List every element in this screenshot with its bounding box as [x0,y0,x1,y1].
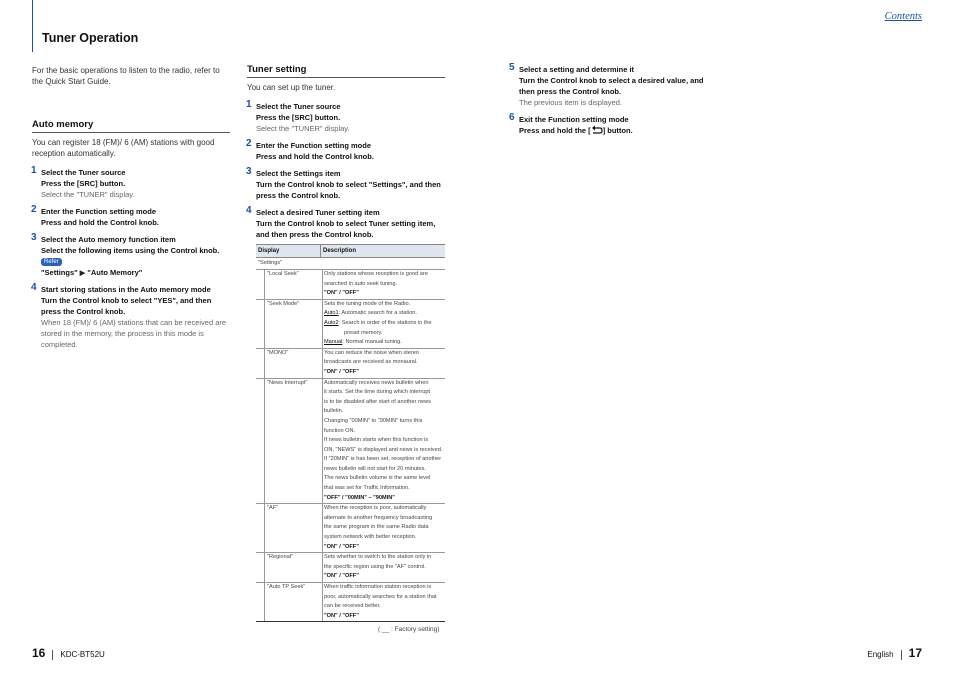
mode-item-text: preset memory. [344,329,383,336]
step-instruction-text: Select the following items using the Control knob. [41,246,220,255]
step-title: Select a setting and determine it [519,65,635,74]
step-instruction-b: ] button. [602,126,633,135]
auto-memory-heading: Auto memory [32,119,230,133]
step-number: 4 [31,282,37,293]
tuner-setting-desc: You can set up the tuner. [247,83,336,92]
footer-divider [901,650,902,660]
option-values: "ON" / "OFF" [324,368,359,375]
mode-item-text: : Search in order of the stations in the [338,319,432,326]
cell-description [322,379,445,504]
description-line: it starts. Set the time during which interrupt [324,389,431,396]
cell-display: "MONO" [264,349,322,378]
cell-description [322,270,445,299]
step-note: The previous item is displayed. [519,98,622,107]
option-values: "ON" / "OFF" [324,612,359,619]
tuner-setting-step-4 [246,205,446,240]
description-line: Sets whether to switch to the station only in [324,554,432,561]
table-bottom-rule [256,621,445,622]
description-line: If news bulletin starts when this function is [324,437,429,444]
step-instruction: Turn the Control knob to select a desired value, and then press the Control knob. [519,76,704,96]
table-row [256,378,445,504]
option-values: "OFF" / "00MIN" – "90MIN" [324,494,395,501]
step-instruction [41,245,231,267]
description-line: system network with better reception. [324,534,417,541]
description-line: The news bulletin volume is the same level [324,475,431,482]
column-header-display: Display [256,245,321,257]
step-title: Enter the Function setting mode [41,207,157,216]
refer-badge[interactable]: Refer [41,258,62,266]
description-line: the specific region using the "AF" control. [324,563,426,570]
step-instruction: Press the [SRC] button. [256,113,341,122]
description-line: Only stations whose reception is good are [324,271,428,277]
step-title: Select a desired Tuner setting item [256,208,380,217]
cell-display: "Local Seek" [264,270,322,299]
description-line: Automatically receives news bulletin when [324,379,429,386]
step-instruction: Press the [SRC] button. [41,179,126,188]
table-row [256,503,445,552]
cell-display: "Auto TP Seek" [264,583,322,621]
page-number-right: 17 [908,646,922,660]
step-title: Exit the Function setting mode [519,115,629,124]
option-values: "ON" / "OFF" [324,543,359,550]
cell-description [322,553,445,582]
description-line: that was set for Traffic Information. [324,485,410,492]
description-line: searched in auto seek tuning. [324,280,398,287]
mode-item-label: Manual [324,339,343,346]
back-icon [591,125,603,137]
mode-item [324,338,445,348]
step-number: 4 [246,205,252,216]
arrow-right-icon: ▶ [79,270,86,277]
tuner-setting-step-2 [246,138,446,162]
cell-display: "AF" [264,504,322,552]
mode-item [324,309,445,319]
page-number-left: 16 [32,646,46,660]
table-group-settings: "Settings" [258,260,283,266]
description-line: When the reception is poor, automatically [324,505,427,512]
step-instruction-a: Press and hold the [ [519,126,591,135]
step-note: When 18 (FM)/ 6 (AM) stations that can be received are stored in the memory, the process in this mode is completed. [41,318,227,349]
footer-left [32,646,105,660]
footer-right [867,646,922,660]
tuner-setting-step-1 [246,99,446,134]
description-line: Changing "00MIN" to "90MIN" turns this [324,417,423,424]
footer-divider [52,650,53,660]
table-row [256,552,445,582]
step-instruction: Press and hold the Control knob. [256,152,374,161]
option-values: "ON" / "OFF" [324,573,359,580]
auto-memory-step-2 [31,204,231,228]
table-row [256,348,445,378]
step-note: Select the "TUNER" display. [256,124,350,133]
description-line: When traffic information station reception is [324,584,432,590]
step-5 [509,62,719,108]
step-title: Select the Settings item [256,169,341,178]
menu-path-settings: "Settings" [41,268,78,277]
auto-memory-step-4 [31,282,231,350]
mode-item-label: Auto2 [324,319,339,326]
description-line: poor, automatically searches for a station that [324,593,437,600]
step-number: 3 [31,232,37,243]
description-line: can be received better. [324,603,381,610]
step-instruction: Turn the Control knob to select Tuner setting item, and then press the Control knob. [256,219,436,239]
step-instruction: Turn the Control knob to select "Settings", and then press the Control knob. [256,180,441,200]
mode-item [324,319,445,329]
cell-description [322,504,445,552]
step-title: Start storing stations in the Auto memory mode [41,285,211,294]
header-rule [32,0,33,52]
table-row [256,582,445,621]
mode-item [324,329,445,339]
description-line: Sets the tuning mode of the Radio. [324,300,411,307]
auto-memory-step-1 [31,165,231,200]
description-line: function ON. [324,427,356,434]
mode-item-text: : Automatic search for a station. [338,310,417,317]
tuner-setting-step-3 [246,166,446,201]
column-header-description: Description [323,248,357,254]
cell-display: "Regional" [264,553,322,582]
description-line: If "20MIN" is has been set, reception of another [324,456,442,463]
step-number: 1 [246,99,252,110]
step-title: Select the Tuner source [256,102,341,111]
contents-link[interactable]: Contents [884,11,922,22]
step-title: Select the Auto memory function item [41,235,176,244]
mode-item-text: : Normal manual tuning. [342,339,402,346]
menu-path [41,267,231,279]
auto-memory-step-3 [31,232,231,279]
table-rows [256,269,445,621]
description-line: is to be disabled after start of another news [324,398,431,405]
cell-description [322,300,445,348]
step-number: 2 [246,138,252,149]
description-line: alternate to another frequency broadcasting [324,514,433,521]
description-line: You can reduce the noise when stereo [324,349,419,356]
intro-text: For the basic operations to listen to the radio, refer to the Quick Start Guide. [32,66,220,86]
step-instruction: Turn the Control knob to select "YES", and then press the Control knob. [41,296,212,316]
menu-path-auto-memory: "Auto Memory" [87,268,143,277]
cell-description [322,583,445,621]
step-title: Enter the Function setting mode [256,141,372,150]
step-title: Select the Tuner source [41,168,126,177]
step-6 [509,112,719,137]
description-line: the same program in the same Radio data [324,524,429,531]
step-note: Select the "TUNER" display. [41,190,135,199]
tuner-setting-heading: Tuner setting [247,64,445,78]
description-line: ON, "NEWS" is displayed and news is received. [324,446,443,453]
step-instruction [519,125,719,137]
step-number: 2 [31,204,37,215]
mode-item-label: Auto1 [324,310,339,317]
cell-description [322,349,445,378]
language-label: English [867,650,894,659]
option-values: "ON" / "OFF" [324,290,359,297]
table-row [256,269,445,299]
auto-memory-desc: You can register 18 (FM)/ 6 (AM) stations with good reception automatically. [32,138,215,158]
description-line: broadcasts are received as monaural. [324,359,418,366]
cell-display: "News Interrupt" [264,379,322,504]
cell-display: "Seek Mode" [264,300,322,348]
step-number: 3 [246,166,252,177]
table-row [256,299,445,348]
step-number: 1 [31,165,37,176]
step-instruction: Press and hold the Control knob. [41,218,159,227]
model-name: KDC-BT52U [60,650,105,659]
settings-table [256,244,445,622]
step-number: 5 [509,62,515,73]
description-line: bulletin. [324,408,344,415]
table-header [256,244,445,258]
description-line: news bulletin will not start for 20 minutes. [324,465,426,472]
step-number: 6 [509,112,515,123]
factory-setting-note: ( __ : Factory setting) [378,626,440,633]
page-title: Tuner Operation [42,31,139,45]
